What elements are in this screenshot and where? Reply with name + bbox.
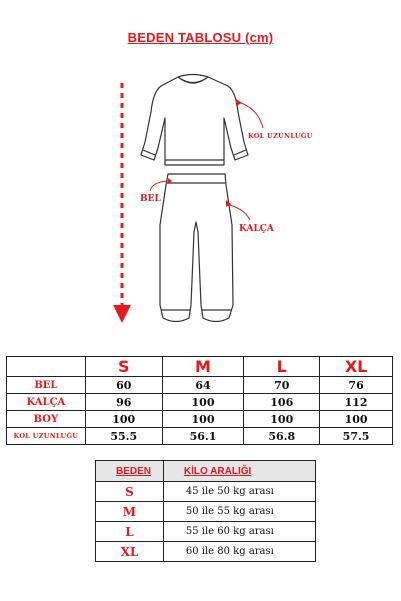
pants-garment xyxy=(160,174,233,322)
table-row xyxy=(7,428,393,445)
table-cell: 100 xyxy=(162,411,244,428)
header-kilo-araligi: KİLO ARALIĞI xyxy=(163,461,315,482)
table-cell: 100 xyxy=(85,411,162,428)
size-header-l: L xyxy=(244,357,320,377)
table-cell: 60 xyxy=(85,377,162,394)
row-header-bel: BEL xyxy=(7,377,86,394)
table-cell: 55.5 xyxy=(85,428,162,445)
weight-range-cell: 55 ile 60 kg arası xyxy=(163,522,315,542)
table-cell: 100 xyxy=(162,394,244,411)
row-header-boy: BOY xyxy=(7,411,86,428)
size-header-m: M xyxy=(162,357,244,377)
table-cell: 56.1 xyxy=(162,428,244,445)
top-garment xyxy=(141,75,248,166)
bel-label: BEL xyxy=(140,194,161,204)
weight-size-cell: L xyxy=(96,522,164,542)
kol-uzunlugu-label: KOL UZUNLUĞU xyxy=(248,132,313,140)
table-cell: 96 xyxy=(85,394,162,411)
table-cell: 100 xyxy=(244,411,320,428)
table-row xyxy=(96,482,316,502)
weight-size-cell: XL xyxy=(96,542,164,562)
length-arrow-head xyxy=(113,305,131,323)
table-row xyxy=(96,542,316,562)
weight-size-cell: M xyxy=(96,502,164,522)
table-row xyxy=(7,394,393,411)
table-row xyxy=(7,411,393,428)
size-header-s: S xyxy=(85,357,162,377)
table-cell: 57.5 xyxy=(320,428,393,445)
row-header-kalca: KALÇA xyxy=(7,394,86,411)
weight-header-row xyxy=(96,461,316,482)
size-measurement-table xyxy=(6,356,393,445)
size-header-xl: XL xyxy=(320,357,393,377)
table-cell: 56.8 xyxy=(244,428,320,445)
size-header-row xyxy=(7,357,393,377)
table-cell: 76 xyxy=(320,377,393,394)
table-cell: 70 xyxy=(244,377,320,394)
table-cell: 106 xyxy=(244,394,320,411)
header-beden: BEDEN xyxy=(96,461,164,482)
table-row xyxy=(96,502,316,522)
weight-range-cell: 50 ile 55 kg arası xyxy=(163,502,315,522)
table-cell: 100 xyxy=(320,411,393,428)
weight-size-cell: S xyxy=(96,482,164,502)
weight-range-table xyxy=(95,460,316,562)
kalca-label: KALÇA xyxy=(239,224,274,234)
header-blank-cell xyxy=(7,357,86,377)
weight-range-cell: 45 ile 50 kg arası xyxy=(163,482,315,502)
table-cell: 112 xyxy=(320,394,393,411)
pajama-illustration xyxy=(0,55,401,345)
weight-range-cell: 60 ile 80 kg arası xyxy=(163,542,315,562)
row-header-kol-uzunlugu: KOL UZUNLUĞU xyxy=(7,428,86,445)
kol-pointer xyxy=(238,102,263,128)
table-row xyxy=(96,522,316,542)
table-cell: 64 xyxy=(162,377,244,394)
table-row xyxy=(7,377,393,394)
page-title: BEDEN TABLOSU (cm) xyxy=(127,30,274,45)
